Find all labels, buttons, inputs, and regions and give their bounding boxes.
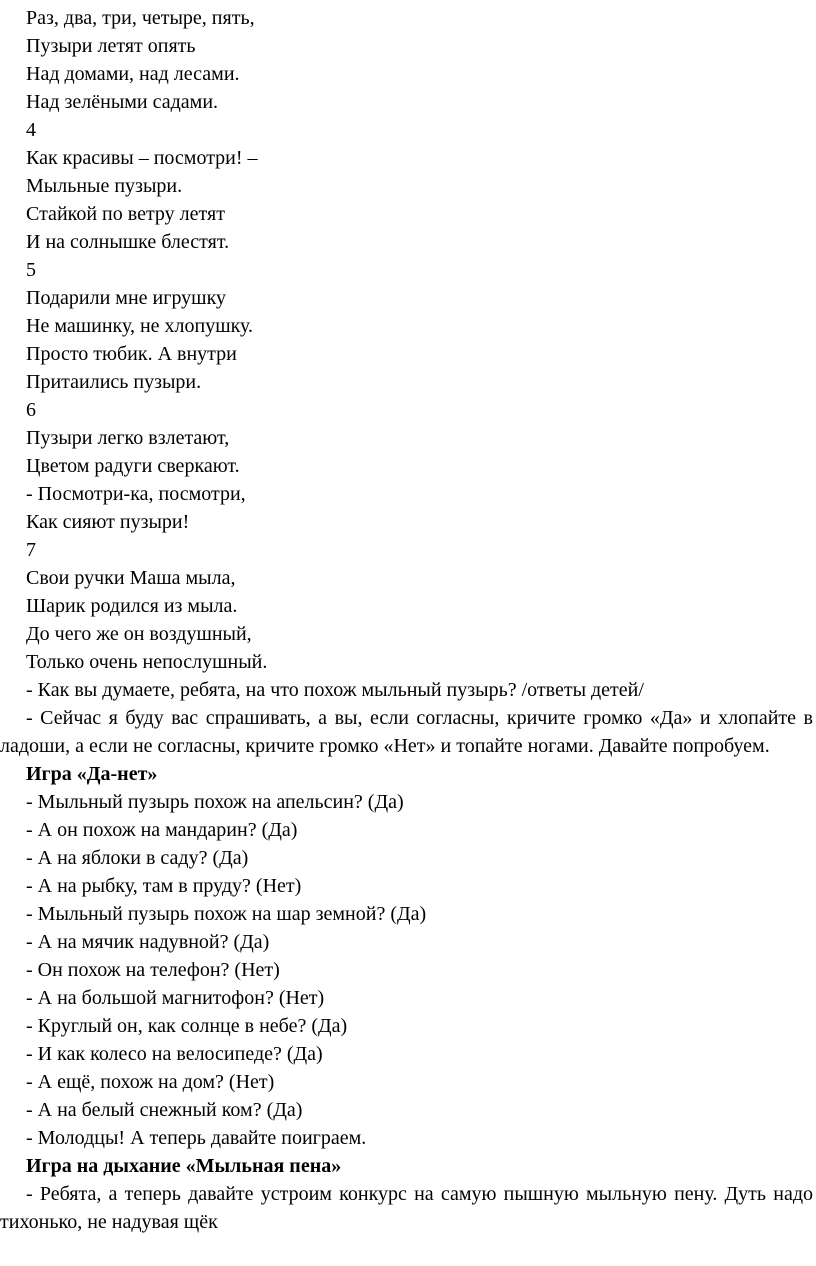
poem-line: Пузыри легко взлетают, bbox=[26, 427, 230, 449]
poem-line: - Посмотри-ка, посмотри, bbox=[26, 483, 246, 505]
dialogue-line: - Молодцы! А теперь давайте поиграем. bbox=[26, 1127, 367, 1149]
poem-line: Мыльные пузыри. bbox=[26, 175, 183, 197]
dialogue-line: - А он похож на мандарин? (Да) bbox=[26, 819, 298, 841]
poem-line: Стайкой по ветру летят bbox=[26, 203, 225, 225]
poem-line: Подарили мне игрушку bbox=[26, 287, 227, 309]
poem-line: Цветом радуги сверкают. bbox=[26, 455, 240, 477]
poem-line: Над домами, над лесами. bbox=[26, 63, 240, 85]
dialogue-line: - А на мячик надувной? (Да) bbox=[26, 931, 270, 953]
section-heading: Игра «Да-нет» bbox=[26, 763, 158, 785]
poem-line: Как красивы – посмотри! – bbox=[26, 147, 258, 169]
dialogue-line: - Мыльный пузырь похож на шар земной? (Да) bbox=[26, 903, 427, 925]
dialogue-line: - А на рыбку, там в пруду? (Нет) bbox=[26, 875, 302, 897]
dialogue-line: - И как колесо на велосипеде? (Да) bbox=[26, 1043, 323, 1065]
poem-line: Над зелёными садами. bbox=[26, 91, 219, 113]
stanza-number: 7 bbox=[26, 539, 36, 561]
stanza-number: 5 bbox=[26, 259, 36, 281]
poem-line: Раз, два, три, четыре, пять, bbox=[26, 7, 255, 29]
poem-line: Не машинку, не хлопушку. bbox=[26, 315, 254, 337]
poem-stanza-4 bbox=[0, 116, 816, 256]
game-yes-no-section bbox=[0, 760, 816, 1152]
question-line: - Как вы думаете, ребята, на что похож мыльный пузырь? /ответы детей/ bbox=[26, 679, 644, 701]
poem-stanza-3-end bbox=[0, 4, 816, 116]
poem-line: Свои ручки Маша мыла, bbox=[26, 567, 236, 589]
dialogue-line: - Мыльный пузырь похож на апельсин? (Да) bbox=[26, 791, 404, 813]
poem-line: Пузыри летят опять bbox=[26, 35, 196, 57]
stanza-number: 4 bbox=[26, 119, 36, 141]
poem-line: Шарик родился из мыла. bbox=[26, 595, 238, 617]
section-heading: Игра на дыхание «Мыльная пена» bbox=[26, 1155, 342, 1177]
dialogue-line: - Он похож на телефон? (Нет) bbox=[26, 959, 280, 981]
dialogue-line: - А на большой магнитофон? (Нет) bbox=[26, 987, 325, 1009]
poem-stanza-7 bbox=[0, 536, 816, 676]
poem-line: Как сияют пузыри! bbox=[26, 511, 190, 533]
dialogue-line: - А ещё, похож на дом? (Нет) bbox=[26, 1071, 275, 1093]
dialogue-line: - А на яблоки в саду? (Да) bbox=[26, 847, 249, 869]
poem-line: Притаились пузыри. bbox=[26, 371, 202, 393]
breathing-paragraph: - Ребята, а теперь давайте устроим конкурс на самую пышную мыльную пену. Дуть надо тихонько, не надувая щёк bbox=[0, 1183, 813, 1233]
dialogue-line: - А на белый снежный ком? (Да) bbox=[26, 1099, 303, 1121]
dialogue-line: - Круглый он, как солнце в небе? (Да) bbox=[26, 1015, 348, 1037]
stanza-number: 6 bbox=[26, 399, 36, 421]
instructions-paragraph: - Сейчас я буду вас спрашивать, а вы, если согласны, кричите громко «Да» и хлопайте в ладоши, а если не согласны, кричите громко «Нет» и топайте ногами. Давайте попробуем. bbox=[0, 707, 813, 757]
game-breathing-section bbox=[0, 1152, 816, 1236]
poem-line: До чего же он воздушный, bbox=[26, 623, 252, 645]
poem-line: Только очень непослушный. bbox=[26, 651, 268, 673]
poem-line: Просто тюбик. А внутри bbox=[26, 343, 237, 365]
poem-stanza-5 bbox=[0, 256, 816, 396]
poem-stanza-6 bbox=[0, 396, 816, 536]
poem-line: И на солнышке блестят. bbox=[26, 231, 230, 253]
